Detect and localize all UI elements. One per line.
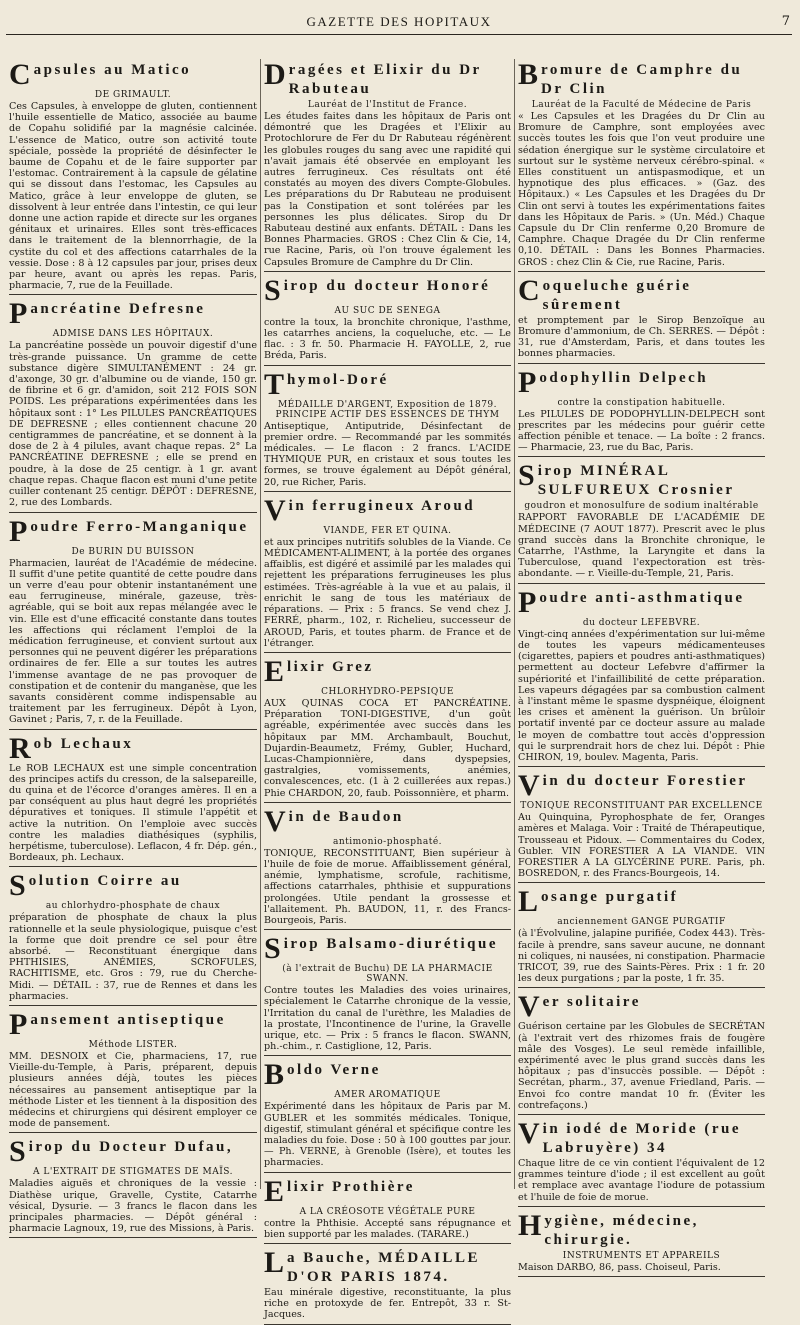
ad-title: in iodé de Moride (rue Labruyère) 34 [542,1120,741,1156]
ad-title: in ferrugineux Aroud [288,497,476,514]
running-title: GAZETTE DES HOPITAUX [306,14,492,29]
advertisement [518,587,765,767]
ad-title: romure de Camphre du Dr Clin [541,62,743,97]
ad-title: oudre Ferro-Manganique [30,518,249,535]
ad-subtitle: du docteur LEFEBVRE. [582,617,701,628]
ad-body: Maladies aiguës et chroniques de la vessie : Diathèse urique, Gravelle, Cystite, Catarrhe vésical, Dysurie. — 3 francs le flacon dans les principales pharmacies. — Dépôt général : pharmacie Lagnoux, 19, rue des Missions, à Paris. [9,1178,257,1235]
advertisement [9,1136,257,1238]
ad-dropcap: C [9,58,31,91]
ad-body: contre la Phthisie. Accepté sans répugnance et bien supporté par les malades. (TARARE.) [264,1217,511,1240]
advertisement [518,1210,765,1277]
ad-dropcap: D [264,58,286,91]
ad-subtitle: VIANDE, FER ET QUINA. [323,525,452,536]
ad-body: AUX QUINAS COCA ET PANCRÉATINE. Préparation TONI-DIGESTIVE, d'un goût agréable, expérimentée avec succès dans les hôpitaux par MM. Archambault, Bouchut, Dujardin-Beaumetz, Frémy, Gubler, Huchard, Lucas-Championnière, dans dyspepsies, gastralgies, vomissements, anémies, convalescences, etc. (1 à 2 cuillerées aux repas.) Phie CHARDON, 20, faub. Poissonnière, et pharm. [264,697,511,799]
ad-dropcap: E [264,1174,285,1208]
ad-heading [518,273,765,315]
ad-body: Expérimenté dans les hôpitaux de Paris par M. GUBLER et les sommités médicales. Tonique, digestif, stimulant général et spécifique contre les maladies du foie. Dose : 50 à 100 gouttes par jour. — Ph. VERNE, à Grenoble (Isère), et toutes les pharmacies. [264,1101,511,1169]
ad-body: et aux principes nutritifs solubles de la Viande. Ce MÉDICAMENT-ALIMENT, à la portée des organes affaiblis, est digéré et assimilé par les malades qui rejettent les préparations ferrugineuses les plus estimées. Très-agréable à la vue et au palais, il enrichit le sang de tous les matériaux de réparations. — Prix : 5 francs. Se vend chez J. FERRÉ, pharm., 102, r. Richelieu, successeur de AROUD, Paris, et toutes pharm. de France et de l'étranger. [264,536,511,649]
ad-title: osange purgatif [541,889,679,906]
ad-dropcap: S [264,932,281,966]
advertisement [264,933,511,1056]
ad-subtitle: au chlorhydro-phosphate de chaux [45,901,221,912]
ad-heading [264,367,511,401]
ad-subtitle: Lauréat de la Faculté de Médecine de Paris [531,100,752,110]
ad-body: MM. DESNOIX et Cie, pharmaciens, 17, rue Vieille-du-Temple, à Paris, préparent, depuis plusieurs années déjà, toutes les pièces nécessaires au pansement antiseptique par la méthode Lister et les tiennent à la disposition des médecins et chirurgiens qui désirent employer ce mode de pansement. [9,1051,257,1130]
ad-heading [518,459,765,500]
advertisement [264,369,511,492]
ad-columns [6,58,792,1321]
ad-subtitle: contre la constipation habituelle. [557,397,726,408]
ad-dropcap: P [518,585,537,619]
ad-title: in du docteur Forestier [542,773,748,790]
ad-heading [518,769,765,803]
ad-subtitle: De BURIN DU BUISSON [71,546,195,557]
ad-subtitle: A LA CRÉOSOTE VÉGÉTALE PURE [299,1206,476,1217]
advertisement [518,886,765,988]
ad-heading [264,273,511,307]
ad-title: hymol-Doré [287,371,389,388]
ad-dropcap: P [518,365,537,399]
ad-heading [518,58,765,99]
ad-title: irop du docteur Honoré [283,277,491,294]
ad-heading [9,1135,257,1169]
ad-title: in de Baudon [288,808,404,825]
ad-dropcap: C [518,273,540,307]
column-3 [514,58,768,1273]
ad-heading [264,804,511,838]
ad-dropcap: L [518,885,539,919]
ad-subtitle: DE GRIMAULT. [94,90,172,100]
ad-heading [518,885,765,919]
ad-subtitle: INSTRUMENTS ET APPAREILS [562,1250,721,1261]
ad-heading [264,1058,511,1092]
advertisement [9,298,257,512]
ad-heading [9,731,257,765]
ad-title: a Bauche, MÉDAILLE D'OR PARIS 1874. [287,1250,480,1285]
ad-subtitle: ADMISE DANS LES HÔPITAUX. [52,329,214,340]
advertisement [264,806,511,930]
ad-body: Eau minérale digestive, reconstituante, la plus riche en protoxyde de fer. Entrepôt, 33 r. St-Jacques. [264,1287,511,1321]
ad-body: Maison DARBO, 86, pass. Choiseul, Paris. [518,1261,721,1273]
ad-body: « Les Capsules et les Dragées du Dr Clin au Bromure de Camphre, sont employées avec succès toutes les fois que l'on veut produire une sédation énergique sur le système circulatoire et surtout sur le système nerveux cérébro-spinal. « Elles constituent un antispasmodique, et un hypnotique des plus efficaces. » (Gaz. des Hôpitaux.) « Les Capsules et les Dragées du Dr Clin ont servi à toutes les expérimentations faites dans les Hôpitaux de Paris. » (Un. Méd.) Chaque Capsule du Dr Clin renferme 0,20 Bromure de Camphre. Chaque Dragée du Dr Clin renferme 0,10. DÉTAIL : Dans les Bonnes Pharmacies. GROS : chez Clin & Cie, rue Racine, Paris. [518,111,765,268]
column-2 [260,58,514,1321]
ad-body: Antiseptique, Antiputride, Désinfectant de premier ordre. — Recommandé par les sommités médicales. — Le flacon : 2 francs. L'ACIDE THYMIQUE PUR, en cristaux et sous toutes les formes, se trouve également au Dépôt général, 20, rue Richer, Paris. [264,420,511,488]
ad-heading [264,1246,511,1287]
ad-dropcap: S [9,869,26,903]
ad-title: oudre anti-asthmatique [539,589,745,606]
ad-body: Les PILULES DE PODOPHYLLIN-DELPECH sont prescrites par les médecins pour guérir cette affection pénible et tenace. — La boîte : 2 francs. — Pharmacie, 23, rue du Bac, Paris. [518,408,765,454]
page-number: 7 [781,14,790,29]
ad-title: ob Lechaux [33,735,134,752]
ad-dropcap: S [264,273,281,307]
ad-title: irop Balsamo-diurétique [283,936,499,953]
ad-subtitle: TONIQUE RECONSTITUANT PAR EXCELLENCE [520,801,763,812]
advertisement [264,1176,511,1244]
ad-title: olution Coirre au [28,873,182,890]
ad-title: irop MINÉRAL SULFUREUX Crosnier [537,463,735,499]
ad-body: Ces Capsules, à enveloppe de gluten, contiennent l'huile essentielle de Matico, associée au baume de Copahu solidifié par la magnésie calcinée. L'essence de Matico, outre son activité toute spéciale, possède la propriété de désinfecter le baume de Copahu et de le faire supporter par l'estomac. Contrairement à la capsule de gélatine qui se dissout dans l'estomac, les Capsules au Matico, grâce à leur enveloppe de gluten, se dissolvent à leur entrée dans l'intestin, ce qui leur donne une action rapide et directe sur les organes génitaux et urinaires. Elles sont très-efficaces dans le traitement de la blennorrhagie, de la cystite du col et des affections catarrhales de la vessie. Dose : 8 à 12 capsules par jour, prises deux par heure, avant ou après les repas. Paris, pharmacie, 7, rue de la Feuillade. [9,101,257,292]
ad-dropcap: B [518,58,539,91]
ad-heading [518,1208,765,1250]
ad-body: et promptement par le Sirop Benzoïque au Bromure d'ammonium, de Ch. SERRES. — Dépôt : 31, rue d'Amsterdam, Paris, et dans toutes les bonnes pharmacies. [518,314,765,360]
advertisement [264,656,511,803]
ad-title: er solitaire [542,994,641,1011]
advertisement [518,59,765,272]
advertisement [9,733,257,868]
ad-subtitle: CHLORHYDRO-PEPSIQUE [321,686,454,697]
ad-dropcap: V [518,1116,540,1150]
ad-subtitle: goudron et monosulfure de sodium inaltérable [524,501,759,512]
ad-heading [518,1116,765,1158]
ad-body: Les études faites dans les hôpitaux de Paris ont démontré que les Dragées et l'Elixir au Protochlorure de Fer du Dr Rabuteau régénèrent les globules rouges du sang avec une rapidité qui n'avait jamais été observée en employant les autres ferrugineux. Ces résultats ont été constatés au moyen des divers Compte-Globules. Les préparations du Dr Rabuteau ne produisent pas la Constipation et sont tolérées par les personnes les plus délicates. Sirop du Dr Rabuteau destiné aux enfants. DÉTAIL : Dans les Bonnes Pharmacies. GROS : Chez Clin & Cie, 14, rue Racine, Paris, où l'on trouve également les Capsules Bromure de Camphre du Dr Clin. [264,111,511,268]
ad-dropcap: L [264,1246,285,1279]
ad-dropcap: T [264,367,285,401]
ad-subtitle: AU SUC DE SENEGA [334,305,441,316]
ad-body: La pancréatine possède un pouvoir digestif d'une très-grande puissance. Un gramme de cette substance digère SIMULTANÉMENT : 24 gr. d'axonge, 30 gr. d'albumine ou de viande, 150 gr. de fibrine et 6 gr. d'amidon, soit 212 FOIS SON POIDS. Les préparations expérimentées dans les hôpitaux sont : 1° Les PILULES PANCRÉATIQUES DE DEFRESNE ; elles contiennent chacune 20 centigrammes de pancréatine, et se donnent à la dose de 2 à 4 pilules, avant chaque repas. 2° La PANCRÉATINE DEFRESNE ; elle se prend en poudre, à la dose de 25 centigr. à 1 gr. avant chaque repas. Chaque flacon est muni d'une petite cuiller contenant 25 centigr. DÉPÔT : DEFRESNE, 2, rue des Lombards. [9,340,257,509]
page-header [6,0,792,35]
ad-subtitle: MÉDAILLE D'ARGENT, Exposition de 1879. PRINCIPE ACTIF DES ESSENCES DE THYM [275,399,500,420]
ad-subtitle: A L'EXTRAIT DE STIGMATES DE MAÏS. [33,1167,233,1178]
ad-title: lixir Grez [287,658,374,675]
advertisement [9,59,257,295]
ad-body: Contre toutes les Maladies des voies urinaires, spécialement le Catarrhe chronique de la vessie, l'Irritation du canal de l'urèthre, les Maladies de la prostate, l'Incontinence de l'urine, la Gravelle urique, etc. — Prix : 5 francs le flacon. SWANN, ph.-chim., r. Castiglione, 12, Paris. [264,985,511,1053]
ad-title: oqueluche guérie sûrement [542,277,692,313]
advertisement [518,1118,765,1207]
advertisement [264,1247,511,1325]
advertisement [264,275,511,366]
ad-title: apsules au Matico [33,62,192,78]
ad-body: préparation de phosphate de chaux la plus rationnelle et la seule physiologique, puisque c'est la forme que doit prendre ce sel pour être absorbé. — Reconstituant énergique dans PHTHISIES, ANÉMIES, SCROFULES, RACHITISME, etc. Gros : 79, rue du Cherche-Midi. — DÉTAIL : 37, rue de Rennes et dans les pharmacies. [9,912,257,1002]
ad-dropcap: S [518,459,535,493]
ad-dropcap: V [264,493,286,527]
ad-dropcap: E [264,654,285,688]
ad-heading [9,297,257,331]
ad-dropcap: R [9,731,31,765]
ad-title: irop du Docteur Dufau, [28,1139,234,1156]
ad-body: RAPPORT FAVORABLE DE L'ACADÉMIE DE MÉDECINE (7 AOUT 1877). Prescrit avec le plus grand succès dans la Bronchite chronique, le Catarrhe, l'Asthme, la Laryngite et dans la Tuberculose, quand l'expectoration est très-abondante. — r. Vieille-du-Temple, 21, Paris. [518,512,765,580]
column-1 [6,58,260,1235]
advertisement [264,1059,511,1172]
ad-dropcap: P [9,297,28,331]
ad-heading [518,585,765,619]
ad-heading [9,869,257,903]
ad-title: ancréatine Defresne [30,301,206,318]
ad-heading [9,58,257,91]
ad-title: ansement antiseptique [30,1012,226,1028]
ad-body: Guérison certaine par les Globules de SECRÉTAN (à l'extrait vert des rhizomes frais de fougère mâle des Vosges). Le seul remède infaillible, expérimenté avec le plus grand succès dans les hôpitaux ; pas d'insuccès possible. — Dépôt : Secrétan, pharm., 37, avenue Friedland, Paris. — Envoi fco contre mandat 10 fr. (Éviter les contrefaçons.) [518,1021,765,1111]
advertisement [518,275,765,364]
ad-dropcap: V [264,804,286,838]
advertisement [264,495,511,653]
ad-body: (à l'Évolvuline, jalapine purifiée, Codex 443). Très-facile à prendre, sans saveur aucune, ne donnant ni coliques, ni nausées, ni constipation. Pharmacie TRICOT, 39, rue des Saints-Pères. Prix : 1 fr. 20 les deux purgations ; par la poste, 1 fr. 35. [518,928,765,985]
ad-heading [264,932,511,966]
ad-title: odophyllin Delpech [539,369,709,386]
ad-body: Chaque litre de ce vin contient l'équivalent de 12 grammes teinture d'iode ; il est excellent au goût et remplace avec avantage l'iodure de potassium et l'huile de foie de morue. [518,1157,765,1203]
ad-subtitle: Lauréat de l'Institut de France. [307,100,468,110]
ad-subtitle: AMER AROMATIQUE [334,1090,441,1101]
ad-dropcap: B [264,1058,285,1092]
ad-subtitle: Méthode LISTER. [88,1040,178,1050]
ad-heading [264,493,511,527]
advertisement [264,59,511,272]
ad-dropcap: P [9,514,28,548]
ad-subtitle: (à l'extrait de Buchu) DE LA PHARMACIE SWANN. [282,964,493,985]
ad-heading [9,514,257,548]
ad-body: contre la toux, la bronchite chronique, l'asthme, les catarrhes anciens, la coqueluche, etc. — Le flac. : 3 fr. 50. Pharmacie H. FAYOLLE, 2, rue Bréda, Paris. [264,316,511,362]
advertisement [518,770,765,883]
ad-subtitle: antimonio-phosphaté. [332,836,443,847]
ad-body: Vingt-cinq années d'expérimentation sur lui-même de toutes les vapeurs médicamenteuses (cigarettes, papiers et poudres anti-asthmatiques) permettent au docteur Lefebvre d'affirmer la supériorité et l'infaillibilité de cette préparation. Les vapeurs dégagées par sa combustion calment à l'instant même le spasme dyspnéique, éloignent les crises et amènent la guérison. Un brûloir portatif inventé par ce docteur assure au malade le moyen de combattre tout accès d'oppression qui le surprendrait hors de chez lui. Dépôt : Phie CHIRON, 19, boulev. Magenta, Paris. [518,628,765,763]
ad-title: oldo Verne [287,1062,381,1079]
ad-heading [264,1174,511,1208]
ad-heading [264,58,511,99]
ad-title: ygiène, médecine, chirurgie. [544,1212,699,1248]
ad-title: lixir Prothière [287,1178,415,1195]
ad-body: Le ROB LECHAUX est une simple concentration des principes actifs du cresson, de la salsepareille, du quina et de l'écorce d'oranges amères. Il en a par conséquent au plus haut degré les propriétés dépuratives et toniques. Il stimule l'appétit et active la nutrition. On l'emploie avec succès contre les maladies diathésiques (syphilis, herpétisme, tuberculose). Leflacon, 4 fr. Dép. gén., Bordeaux, ph. Lechaux. [9,762,257,864]
ad-heading [9,1008,257,1041]
ad-heading [264,654,511,688]
advertisement [9,516,257,730]
ad-dropcap: V [518,990,540,1024]
ad-dropcap: H [518,1208,542,1242]
advertisement [518,460,765,583]
advertisement [9,1009,257,1133]
ad-subtitle: anciennement GANGE PURGATIF [557,917,726,928]
ad-heading [518,990,765,1024]
ad-body: Pharmacien, lauréat de l'Académie de médecine. Il suffit d'une petite quantité de cette poudre dans un verre d'eau pour obtenir instantanément une eau ferrugineuse, minérale, gazeuse, très-agréable, qui se boit aux repas mélangée avec le vin. Elle est d'une efficacité constante dans toutes les affections qui réclament l'emploi de la médication ferrugineuse, et convient surtout aux personnes qui ne peuvent digérer les préparations ordinaires de fer. Elle a sur toutes les autres l'immense avantage de ne pas provoquer de constipation et de contenir du manganèse, que les savants considèrent comme indispensable au traitement par les ferrugineux. Dépôt à Lyon, Gavinet ; Paris, 7, r. de la Feuillade. [9,557,257,726]
ad-dropcap: S [9,1135,26,1169]
ad-body: TONIQUE, RECONSTITUANT, Bien supérieur à l'huile de foie de morue. Affaiblissement général, anémie, lymphatisme, scrofule, rachitisme, affections catarrhales, phthisie et suppurations prolongées. Utile pendant la grossesse et l'allaitement. Ph. BAUDON, 11, r. des Francs-Bourgeois, Paris. [264,847,511,926]
advertisement [518,367,765,458]
advertisement [9,870,257,1006]
advertisement [518,991,765,1115]
ad-title: ragées et Elixir du Dr Rabuteau [288,62,482,97]
ad-dropcap: V [518,769,540,803]
ad-heading [518,365,765,399]
ad-dropcap: P [9,1008,28,1041]
ad-body: Au Quinquina, Pyrophosphate de fer, Oranges amères et Malaga. Voir : Traité de Thérapeutique, Trousseau et Pidoux. — Commentaires du Codex, Gubler. VIN FORESTIER A LA VIANDE. VIN FORESTIER A LA GLYCÉRINE PURE. Paris, ph. BOSREDON, r. des Francs-Bourgeois, 14. [518,812,765,880]
